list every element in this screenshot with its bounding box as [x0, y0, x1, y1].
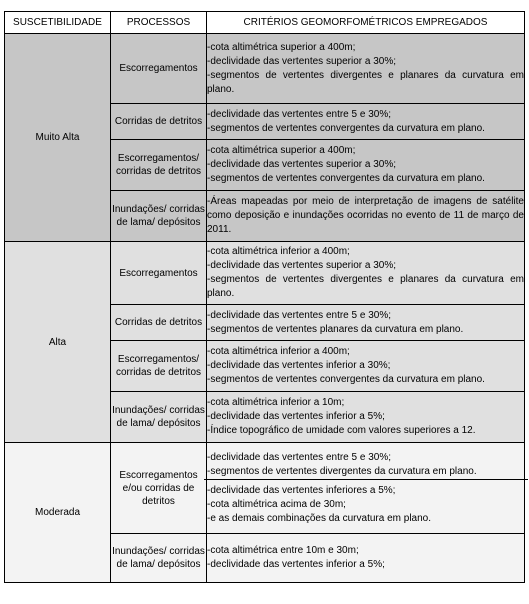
header-row	[5, 12, 525, 34]
criteria-cell	[207, 392, 525, 443]
process-cell: Inundações/ corridas de lama/ depósitos	[111, 534, 207, 583]
criteria-line: -cota altimétrica superior a 400m;	[207, 145, 356, 156]
process-cell: Escorregamentos/ corridas de detritos	[111, 341, 207, 392]
criteria-cell	[207, 305, 525, 341]
criteria-line: -Índice topográfico de umidade com valores superiores a 12.	[207, 425, 476, 436]
process-cell: Escorregamentos	[111, 34, 207, 104]
process-cell: Escorregamentos/ corridas de detritos	[111, 140, 207, 191]
header-susceptibility: SUSCETIBILIDADE	[5, 12, 111, 34]
criteria-cell	[207, 443, 525, 534]
criteria-line: -declividade das vertentes entre 5 e 30%;	[207, 451, 391, 463]
criteria-cell	[207, 34, 525, 104]
process-cell: Corridas de detritos	[111, 104, 207, 140]
criteria-line: -declividade das vertentes superior a 30%;	[207, 159, 396, 170]
susceptibility-very-high: Muito Alta	[5, 34, 111, 242]
criteria-table	[4, 11, 525, 583]
criteria-line: -cota altimétrica superior a 400m;	[207, 41, 356, 53]
process-cell: Escorregamentos e/ou corridas de detritos	[111, 443, 207, 534]
process-cell: Escorregamentos	[111, 242, 207, 305]
criteria-line: -declividade das vertentes entre 5 e 30%;	[207, 108, 391, 120]
process-cell: Inundações/ corridas de lama/ depósitos	[111, 392, 207, 443]
criteria-line: -cota altimétrica entre 10m e 30m;	[207, 545, 359, 556]
criteria-cell	[207, 140, 525, 191]
table-row	[5, 242, 525, 305]
criteria-cell	[207, 191, 525, 242]
susceptibility-moderate: Moderada	[5, 443, 111, 583]
criteria-cell	[207, 341, 525, 392]
criteria-line: -declividade das vertentes inferior a 5%;	[207, 559, 385, 570]
criteria-cell	[207, 242, 525, 305]
process-cell: Corridas de detritos	[111, 305, 207, 341]
criteria-line: -cota altimétrica inferior a 400m;	[207, 346, 350, 357]
header-criteria: CRITÉRIOS GEOMORFOMÉTRICOS EMPREGADOS	[207, 12, 525, 34]
criteria-line: -segmentos de vertentes divergentes e planares da curvatura em plano.	[207, 69, 524, 95]
criteria-cell	[207, 534, 525, 583]
criteria-line: -segmentos de vertentes convergentes da curvatura em plano.	[207, 374, 485, 385]
criteria-line: -e as demais combinações da curvatura em plano.	[207, 512, 432, 524]
table-row	[5, 34, 525, 104]
criteria-line: -segmentos de vertentes convergentes da curvatura em plano.	[207, 173, 485, 184]
criteria-line: -Áreas mapeadas por meio de interpretação de imagens de satélite como deposição e inundações ocorridas no evento de 11 de março de 2011.	[207, 196, 524, 235]
criteria-line: -declividade das vertentes entre 5 e 30%;	[207, 309, 391, 321]
criteria-line: -declividade das vertentes inferior a 5%;	[207, 411, 385, 422]
process-cell: Inundações/ corridas de lama/ depósitos	[111, 191, 207, 242]
criteria-line: -cota altimétrica inferior a 10m;	[207, 397, 345, 408]
header-processes: PROCESSOS	[111, 12, 207, 34]
criteria-line: -declividade das vertentes superior a 30%;	[207, 55, 396, 67]
criteria-line: -segmentos de vertentes planares da curvatura em plano.	[207, 323, 464, 335]
criteria-line: -segmentos de vertentes divergentes e planares da curvatura em plano.	[207, 274, 524, 299]
criteria-line: -declividade das vertentes superior a 30%;	[207, 260, 396, 271]
susceptibility-high: Alta	[5, 242, 111, 443]
criteria-line: -cota altimétrica acima de 30m;	[207, 498, 346, 510]
criteria-cell	[207, 104, 525, 140]
criteria-line: -segmentos de vertentes divergentes da curvatura em plano.	[204, 465, 528, 480]
criteria-line: -segmentos de vertentes convergentes da curvatura em plano.	[207, 122, 485, 134]
criteria-line: -cota altimétrica inferior a 400m;	[207, 246, 350, 257]
criteria-line: -declividade das vertentes inferiores a 5%;	[207, 484, 396, 496]
criteria-line: -declividade das vertentes inferior a 30%;	[207, 360, 391, 371]
table-row	[5, 443, 525, 534]
